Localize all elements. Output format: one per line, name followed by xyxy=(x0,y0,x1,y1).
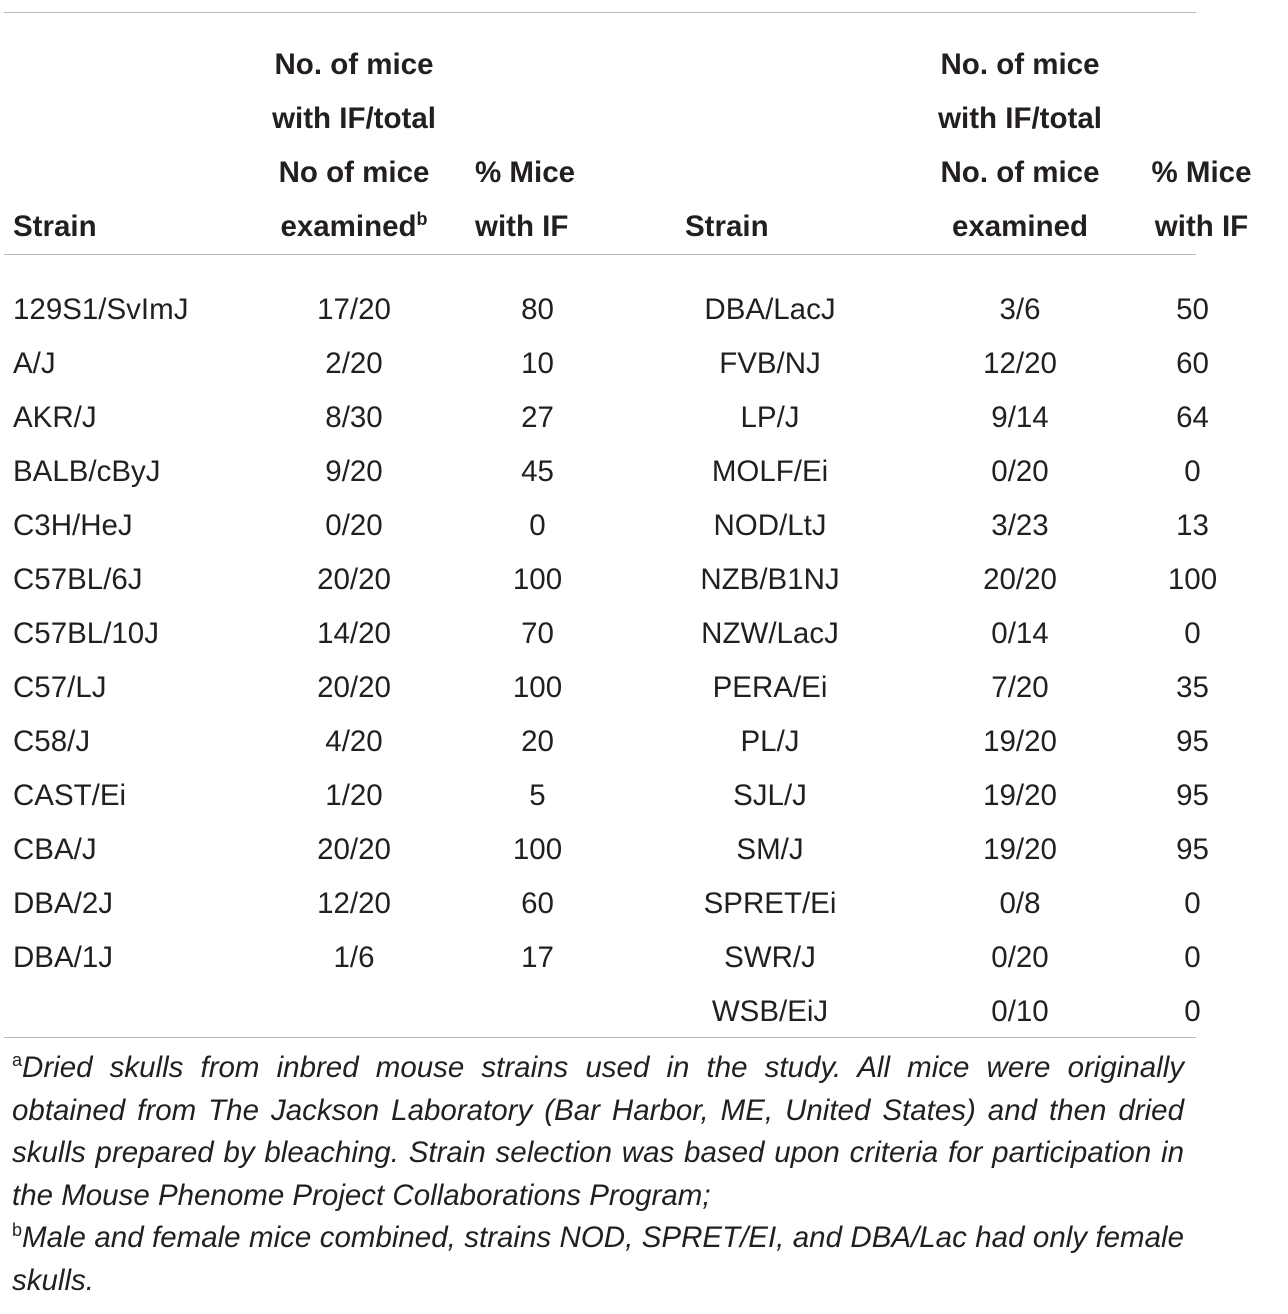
left-cell-pct: 5 xyxy=(529,779,546,812)
left-cell-count: 14/20 xyxy=(317,617,391,650)
right-cell-pct: 50 xyxy=(1176,293,1209,326)
left-cell-strain: CBA/J xyxy=(13,833,97,866)
right-cell-strain: WSB/EiJ xyxy=(711,995,829,1028)
left-cell-pct: 100 xyxy=(512,563,563,596)
left-cell-strain: C57/LJ xyxy=(13,671,107,704)
left-cell-count: 20/20 xyxy=(317,833,391,866)
table-row xyxy=(0,391,1288,445)
header-pct-right-line: with IF xyxy=(1154,210,1249,243)
left-cell-strain: AKR/J xyxy=(13,401,97,434)
right-cell-count: 19/20 xyxy=(983,779,1057,812)
right-cell-count: 7/20 xyxy=(991,671,1049,704)
right-cell-pct: 0 xyxy=(1184,887,1201,920)
table-row xyxy=(0,499,1288,553)
right-cell-pct: 35 xyxy=(1176,671,1209,704)
left-cell-pct xyxy=(470,985,615,1039)
left-cell-count: 1/6 xyxy=(333,941,375,974)
left-cell-count: 12/20 xyxy=(317,887,391,920)
left-cell-pct: 80 xyxy=(521,293,554,326)
header-pct-right-line: % Mice xyxy=(1151,156,1252,189)
header-count-right-line: No. of mice xyxy=(940,48,1100,81)
left-cell-pct: 27 xyxy=(521,401,554,434)
right-cell-pct: 0 xyxy=(1184,455,1201,488)
right-cell-pct: 0 xyxy=(1184,617,1201,650)
right-cell-count: 3/23 xyxy=(991,509,1049,542)
right-cell-pct: 95 xyxy=(1176,779,1209,812)
left-cell-count: 8/30 xyxy=(325,401,383,434)
table-row xyxy=(0,769,1288,823)
right-cell-pct: 95 xyxy=(1176,725,1209,758)
left-cell-pct: 60 xyxy=(521,887,554,920)
right-cell-strain: PERA/Ei xyxy=(712,671,828,704)
left-cell-pct: 100 xyxy=(512,833,563,866)
footnote-b xyxy=(12,1217,1184,1302)
header-pct-right xyxy=(1115,24,1288,267)
header-count-right-line: with IF/total xyxy=(938,102,1102,135)
right-cell-pct: 64 xyxy=(1176,401,1209,434)
left-cell-count xyxy=(238,985,470,1039)
right-cell-strain: NOD/LtJ xyxy=(713,509,827,542)
right-cell-count: 0/10 xyxy=(991,995,1049,1028)
footnote-text: Male and female mice combined, strains NOD, SPRET/EI, and DBA/Lac had only female skulls. xyxy=(12,1221,1184,1297)
left-cell-pct: 0 xyxy=(529,509,546,542)
footnote-mark: b xyxy=(12,1220,23,1241)
table-row xyxy=(0,553,1288,607)
right-cell-count: 9/14 xyxy=(991,401,1049,434)
header-count-left xyxy=(238,24,470,267)
right-cell-strain: LP/J xyxy=(740,401,800,434)
left-cell-pct: 70 xyxy=(521,617,554,650)
table-row xyxy=(0,877,1288,931)
table-row xyxy=(0,715,1288,769)
right-cell-strain: SPRET/Ei xyxy=(703,887,837,920)
right-cell-strain: NZB/B1NJ xyxy=(700,563,840,596)
strain-table xyxy=(0,24,1288,1039)
right-cell-count: 19/20 xyxy=(983,725,1057,758)
right-cell-pct: 100 xyxy=(1167,563,1218,596)
table-row xyxy=(0,661,1288,715)
left-cell-pct: 17 xyxy=(521,941,554,974)
left-cell-strain: C57BL/10J xyxy=(13,617,159,650)
header-strain-right: Strain xyxy=(685,210,769,243)
table-body xyxy=(0,267,1288,1039)
table-row xyxy=(0,337,1288,391)
left-cell-strain: DBA/2J xyxy=(13,887,114,920)
right-cell-count: 20/20 xyxy=(983,563,1057,596)
footnotes xyxy=(12,1047,1184,1302)
left-cell-strain: C58/J xyxy=(13,725,91,758)
right-cell-strain: SJL/J xyxy=(733,779,807,812)
right-cell-pct: 0 xyxy=(1184,941,1201,974)
right-cell-pct: 13 xyxy=(1176,509,1209,542)
footnote-mark: a xyxy=(12,1050,23,1071)
left-cell-count: 20/20 xyxy=(317,671,391,704)
header-count-right-line: No. of mice xyxy=(940,156,1100,189)
header-count-right-line: examined xyxy=(951,210,1089,243)
right-cell-strain: SM/J xyxy=(736,833,804,866)
left-cell-strain: BALB/cByJ xyxy=(13,455,161,488)
table-row xyxy=(0,267,1288,337)
right-cell-pct: 95 xyxy=(1176,833,1209,866)
table-row xyxy=(0,931,1288,985)
right-cell-strain: MOLF/Ei xyxy=(711,455,829,488)
header-count-left-line: No. of mice xyxy=(274,48,434,81)
left-cell-count: 2/20 xyxy=(325,347,383,380)
top-rule xyxy=(4,12,1196,13)
left-cell-count: 9/20 xyxy=(325,455,383,488)
right-cell-pct: 60 xyxy=(1176,347,1209,380)
header-pct-left-line: % Mice xyxy=(475,156,576,189)
right-cell-count: 3/6 xyxy=(999,293,1041,326)
right-cell-strain: NZW/LacJ xyxy=(701,617,839,650)
header-strain-left: Strain xyxy=(13,210,97,243)
right-cell-count: 0/8 xyxy=(999,887,1041,920)
left-cell-count: 4/20 xyxy=(325,725,383,758)
right-cell-strain: PL/J xyxy=(740,725,800,758)
left-cell-count: 1/20 xyxy=(325,779,383,812)
header-count-right xyxy=(925,24,1115,267)
left-cell-count: 20/20 xyxy=(317,563,391,596)
right-cell-strain: FVB/NJ xyxy=(719,347,821,380)
table-row xyxy=(0,985,1288,1039)
left-cell-pct: 20 xyxy=(521,725,554,758)
right-cell-count: 0/20 xyxy=(991,941,1049,974)
left-cell-pct: 10 xyxy=(521,347,554,380)
header-pct-left-line: with IF xyxy=(475,210,569,243)
left-cell-count: 0/20 xyxy=(325,509,383,542)
right-cell-strain: SWR/J xyxy=(724,941,816,974)
table-row xyxy=(0,607,1288,661)
footnote-text: Dried skulls from inbred mouse strains used in the study. All mice were originally obtained from The Jackson Laboratory (Bar Harbor, ME, United States) and then dried skulls prepared by bleaching. Strain selection was based upon criteria for participation in the Mouse Phenome Project Collaborations Program; xyxy=(12,1051,1184,1212)
right-cell-count: 19/20 xyxy=(983,833,1057,866)
left-cell-pct: 100 xyxy=(512,671,563,704)
footnote-marker-b: b xyxy=(416,209,428,230)
right-cell-strain: DBA/LacJ xyxy=(704,293,836,326)
left-cell-strain: A/J xyxy=(13,347,56,380)
left-cell-pct: 45 xyxy=(521,455,554,488)
left-cell-strain xyxy=(0,985,238,1039)
left-cell-strain: CAST/Ei xyxy=(13,779,127,812)
header-count-left-line xyxy=(238,200,470,254)
header-count-left-line: with IF/total xyxy=(272,102,436,135)
left-cell-strain: C3H/HeJ xyxy=(13,509,133,542)
left-cell-count: 17/20 xyxy=(317,293,391,326)
table-header xyxy=(0,24,1288,267)
right-cell-count: 0/14 xyxy=(991,617,1049,650)
header-pct-left xyxy=(470,24,615,267)
header-count-left-last: examined xyxy=(280,210,417,243)
footnote-a xyxy=(12,1047,1184,1217)
header-count-left-line: No of mice xyxy=(278,156,430,189)
table-row xyxy=(0,445,1288,499)
right-cell-pct: 0 xyxy=(1184,995,1201,1028)
left-cell-strain: 129S1/SvImJ xyxy=(13,293,189,326)
left-cell-strain: C57BL/6J xyxy=(13,563,143,596)
table-row xyxy=(0,823,1288,877)
left-cell-strain: DBA/1J xyxy=(13,941,114,974)
right-cell-count: 0/20 xyxy=(991,455,1049,488)
right-cell-count: 12/20 xyxy=(983,347,1057,380)
